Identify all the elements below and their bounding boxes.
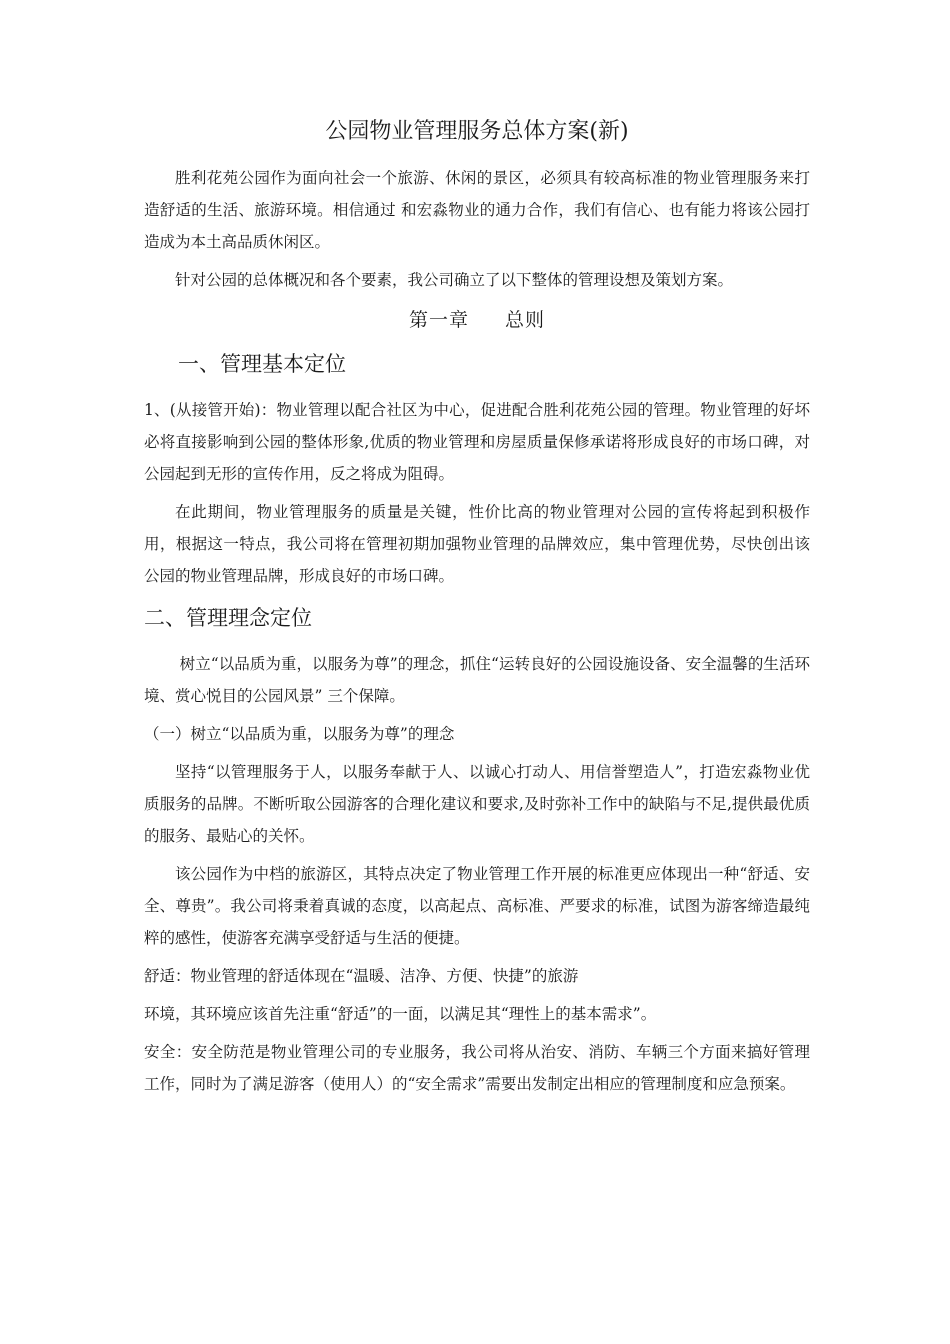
chapter-heading	[144, 302, 810, 338]
intro-paragraph-2: 针对公园的总体概况和各个要素，我公司确立了以下整体的管理设想及策划方案。	[175, 271, 734, 289]
intro-paragraph-1: 胜利花苑公园作为面向社会一个旅游、休闲的景区，必须具有较高标准的物业管理服务来打造舒适的生活、旅游环境。相信通过 和宏淼物业的通力合作，我们有信心、也有能力将该公园打造成为本土高品质休闲区。	[144, 169, 810, 251]
safety-paragraph: 安全：安全防范是物业管理公司的专业服务，我公司将从治安、消防、车辆三个方面来搞好管理工作，同时为了满足游客（使用人）的“安全需求”需要出发制定出相应的管理制度和应急预案。	[144, 1043, 810, 1093]
section-2-heading: 二、管理理念定位	[144, 606, 312, 630]
section-1-paragraph-1: 1、(从接管开始)：物业管理以配合社区为中心，促进配合胜利花苑公园的管理。物业管理的好坏必将直接影响到公园的整体形象,优质的物业管理和房屋质量保修承诺将形成良好的市场口碑，对公园起到无形的宣传作用，反之将成为阻碍。	[144, 401, 810, 483]
chapter-number: 第一章	[408, 309, 469, 331]
section-1-heading: 一、管理基本定位	[178, 352, 346, 376]
section-2-subheading: （一）树立“以品质为重，以服务为尊”的理念	[144, 725, 455, 743]
section-2-paragraph-2: 该公园作为中档的旅游区，其特点决定了物业管理工作开展的标准更应体现出一种“舒适、安全、尊贵”。我公司将秉着真诚的态度，以高起点、高标准、严要求的标准，试图为游客缔造最纯粹的感性，使游客充满享受舒适与生活的便捷。	[144, 865, 810, 947]
document-body	[144, 112, 810, 1106]
document-title: 公园物业管理服务总体方案(新)	[325, 119, 629, 144]
section-2-paragraph-1: 坚持“以管理服务于人，以服务奉献于人、以诚心打动人、用信誉塑造人”，打造宏淼物业优质服务的品牌。不断听取公园游客的合理化建议和要求,及时弥补工作中的缺陷与不足,提供最优质的服务、最贴心的关怀。	[144, 763, 810, 845]
section-1-paragraph-2: 在此期间，物业管理服务的质量是关键，性价比高的物业管理对公园的宣传将起到积极作用，根据这一特点，我公司将在管理初期加强物业管理的品牌效应，集中管理优势，尽快创出该公园的物业管理品牌，形成良好的市场口碑。	[144, 503, 810, 585]
comfort-line-2: 环境，其环境应该首先注重“舒适”的一面，以满足其“理性上的基本需求”。	[144, 1005, 657, 1023]
section-2-lead: 树立“以品质为重，以服务为尊”的理念，抓住“运转良好的公园设施设备、安全温馨的生活环境、赏心悦目的公园风景” 三个保障。	[144, 655, 810, 705]
chapter-name: 总则	[505, 309, 546, 331]
comfort-line-1: 舒适：物业管理的舒适体现在“温暖、洁净、方便、快捷”的旅游	[144, 967, 579, 985]
